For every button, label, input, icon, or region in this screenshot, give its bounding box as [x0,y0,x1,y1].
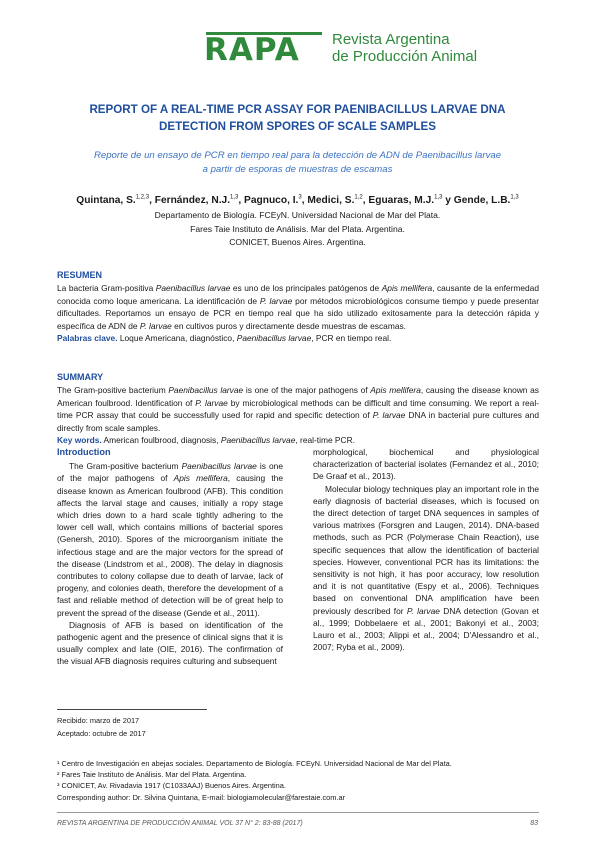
paper-title [60,101,535,135]
corresponding-author: Corresponding author: Dr. Silvina Quintana, E-mail: biologiamolecular@farestaie.com.ar [57,792,346,802]
title-line-2: DETECTION FROM SPORES OF SCALE SAMPLES [159,120,436,133]
summary-heading: SUMMARY [57,372,104,382]
subtitle-line-2: a partir de esporas de muestras de escamas [202,164,393,175]
affiliations [60,209,535,250]
footnote: ³ CONICET, Av. Rivadavia 1917 (C1033AAJ) Buenos Aires. Argentina. [57,781,286,791]
journal-citation: REVISTA ARGENTINA DE PRODUCCIÓN ANIMAL VOL 37 N° 2: 83-88 (2017) [57,820,303,827]
footnote: ² Fares Taie Instituto de Análisis. Mar del Plata. Argentina. [57,770,247,780]
intro-paragraph: Molecular biology techniques play an important role in the early diagnosis of bacterial diseases, which is focused on the direct detection of target DNA sequences in samples of various matrixes (Forsgren and Laugen, 2014). DNA-based methods, such as PCR (Polymerase Chain Reaction), use specific sequences that allow the identification of bacterial species. However, conventional PCR has its limitations: the sensitivity is not high, it has poor accuracy, low resolution and it is not quantitative (Espy et al., 2006). Techniques based on conventional DNA amplification have been previously described for P. larvae DNA detection (Govan et al., 1999; Dobbelaere et al., 2001; Bakonyi et al., 2003; Lauro et al., 2003; Alippi et al., 2004; D'Alessandro et al., 2007; Ryba et al., 2009). [313,483,540,653]
summary-body: The Gram-positive bacterium Paenibacillus larvae is one of the major pathogens of Apis mellifera, causing the disease known as American foulbrood. Identification of P. larvae by microbiological methods can be difficult and time consuming. We report a real-time PCR assay that could be successfully used for rapid and specific detection of P. larvae DNA in bacterial pure cultures and directly from scale samples. Key words. American foulbrood, diagnosis, Paenibacillus larvae, real-time PCR. [57,385,539,445]
page-number: 83 [530,820,538,827]
footnote-divider [57,709,207,710]
intro-paragraph: Diagnosis of AFB is based on identification of the pathogenic agent and the presence of clinical signs that it is usually complex and late (OIE, 2016). The confirmation of the visual AFB diagnosis requires culturing and subsequent [57,619,283,667]
received-dates [57,715,146,740]
author: Gende, L.B.$^{1,3}$ [453,195,519,207]
subtitle-line-1: Reporte de un ensayo de PCR en tiempo real para la detección de ADN de Paenibacillus larvae [93,150,502,161]
received-date: Recibido: marzo de 2017 [57,716,140,725]
author: Pagnuco, I.$^3$, [244,195,308,207]
author: Medici, S.$^{1,2}$, [307,195,369,207]
resumen-keywords-label: Palabras clave. [57,333,118,343]
intro-paragraph: The Gram-positive bacterium Paenibacillus larvae is one of the major pathogens of Apis mellifera, causing the disease known as American foulbrood (AFB). This condition affects the larval stage and causes, initially a ropy stage which dries down to a hard scale tightly adhering to the lower cell wall, which contains millions of bacterial spores (Genersh, 2010). Spores of the microorganism initiate the infectious stage and are the major vectors for the spread of the disease (Lindstrom et al., 2008). The delay in diagnosis contributes to colony collapse due to death of larvae, lack of progeny, and colonies death, therefore the development of a fast and reliable method of detection will be of great help to prevent the spread of the disease (Gende et al., 2011). [57,461,283,618]
affiliation: Departamento de Biología. FCEyN. Universidad Nacional de Mar del Plata. [154,210,441,220]
author: Fernández, N.J.$^{1,3}$, [154,195,245,207]
affiliation: CONICET, Buenos Aires. Argentina. [229,237,366,247]
affiliation: Fares Taie Instituto de Análisis. Mar del Plata. Argentina. [190,223,405,234]
intro-column-right [313,446,539,653]
resumen-heading: RESUMEN [57,270,103,280]
logo-line-2: de Producción Animal [332,48,478,65]
title-line-1: REPORT OF A REAL-TIME PCR ASSAY FOR PAENIBACILLUS LARVAE DNA [89,103,506,116]
intro-column-left [57,446,283,668]
journal-logo [204,30,478,70]
author: Quintana, S.$^{1,2,3}$, [76,195,155,207]
summary-keywords-label: Key words. [57,435,102,445]
footnotes [57,758,539,803]
logo-line-1: Revista Argentina [332,31,450,48]
logo-mark: RAPA [204,32,300,68]
logo-text [332,31,477,65]
author-list [40,192,555,207]
author: Eguaras, M.J.$^{1,3}$ y [368,195,454,207]
footnote: ¹ Centro de Investigación en abejas sociales. Departamento de Biología. FCEyN. Universidad Nacional de Mar del Plata. [57,759,452,768]
accepted-date: Aceptado: octubre de 2017 [57,728,146,738]
paper-subtitle [60,149,535,177]
resumen-body: La bacteria Gram-positiva Paenibacillus larvae es uno de los principales patógenos de Apis mellifera, causante de la enfermedad conocida como loque americana. La identificación de P. larvae por métodos microbiológicos consume tiempo y puede presentar dificultades. Reportamos un ensayo de PCR en tiempo real que ha sido utilizado exitosamente para la detección rápida y específica de ADN de P. larvae en cultivos puros y directamente desde muestras de escamas. Palabras clave. Loque Americana, diagnóstico, Paenibacillus larvae, PCR en tiempo real. [57,283,539,343]
intro-paragraph: morphological, biochemical and physiological characterization of bacterial isolates (Fernandez et al., 2010; De Graaf et al., 2013). [313,447,539,482]
footer-divider [57,812,539,813]
intro-heading: Introduction [57,447,111,457]
